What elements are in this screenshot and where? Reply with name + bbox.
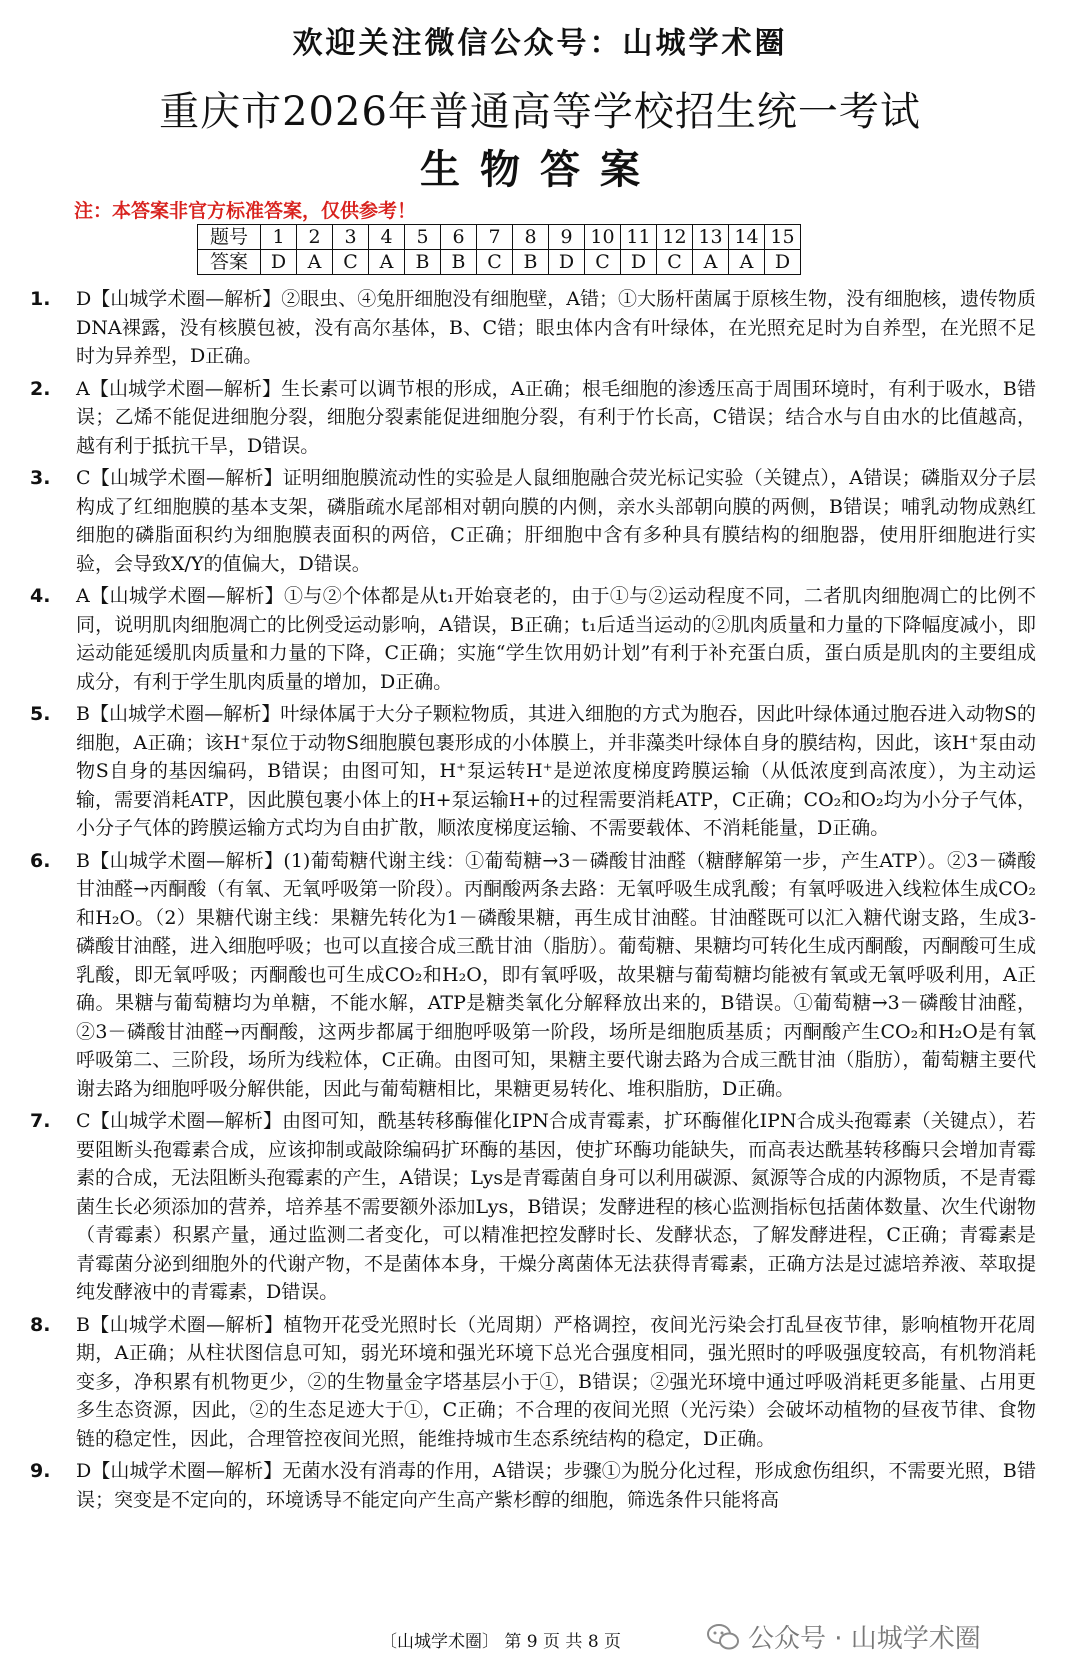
watermark-text: 公众号 · 山城学术圈 — [748, 1624, 981, 1654]
explanation-item — [0, 375, 1080, 461]
answer-cell: B — [405, 250, 441, 275]
item-number: 1. — [30, 288, 51, 310]
question-number: 5 — [405, 225, 441, 250]
question-number: 8 — [513, 225, 549, 250]
watermark — [706, 1618, 981, 1655]
explanation-item — [0, 847, 1080, 1104]
question-number: 1 — [261, 225, 297, 250]
page-footer: 〔山城学术圈〕 第 9 页 共 8 页 — [380, 1632, 622, 1652]
banner-title: 欢迎关注微信公众号：山城学术圈 — [292, 26, 788, 61]
question-number: 15 — [765, 225, 801, 250]
item-text: B【山城学术圈—解析】叶绿体属于大分子颗粒物质，其进入细胞的方式为胞吞，因此叶绿体通过胞吞进入动物S的细胞，A正确；该H⁺泵位于动物S细胞膜包裹形成的小体膜上，并非藻类叶绿体自身的膜结构，因此，该H⁺泵由动物S自身的基因编码，B错误；由图可知，H⁺泵运转H⁺是逆浓度梯度跨膜运输（从低浓度到高浓度），为主动运输，需要消耗ATP，因此膜包裹小体上的H+泵运输H+的过程需要消耗ATP，C正确；CO₂和O₂均为小分子气体，小分子气体的跨膜运输方式均为自由扩散，顺浓度梯度运输、不需要载体、不消耗能量，D正确。 — [76, 703, 1036, 839]
explanation-list — [0, 285, 1080, 1518]
item-number: 8. — [30, 1313, 51, 1336]
question-number-row — [198, 225, 801, 250]
exam-title: 重庆市2026年普通高等学校招生统一考试 — [159, 89, 921, 135]
answer-cell: D — [765, 250, 801, 275]
answer-table — [197, 224, 801, 275]
question-number: 7 — [477, 225, 513, 250]
question-number: 2 — [297, 225, 333, 250]
item-number: 7. — [30, 1110, 51, 1132]
answer-cell: D — [621, 250, 657, 275]
explanation-item — [0, 1311, 1080, 1454]
answer-cell: C — [333, 250, 369, 275]
item-number: 2. — [30, 377, 51, 400]
question-number: 4 — [369, 225, 405, 250]
item-text: C【山城学术圈—解析】证明细胞膜流动性的实验是人鼠细胞融合荧光标记实验（关键点），A错误；磷脂双分子层构成了红细胞膜的基本支架，磷脂疏水尾部相对朝向膜的内侧，亲水头部朝向膜的两侧，B错误；哺乳动物成熟红细胞的磷脂面积约为细胞膜表面积的两倍，C正确；肝细胞中含有多种具有膜结构的细胞器，使用肝细胞进行实验，会导致X/Y的值偏大，D错误。 — [76, 467, 1036, 575]
item-text: B【山城学术圈—解析】植物开花受光照时长（光周期）严格调控，夜间光污染会打乱昼夜节律，影响植物开花周期，A正确；从柱状图信息可知，弱光环境和强光环境下总光合强度相同，强光照时的呼吸强度较高，有机物消耗变多，净积累有机物更少，②的生物量金字塔基层小于①，B错误；②强光环境中通过呼吸消耗更多能量、占用更多生态资源，因此，②的生态足迹大于①，C正确；不合理的夜间光照（光污染）会破坏动植物的昼夜节律、食物链的稳定性，因此，合理管控夜间光照，能维持城市生态系统结构的稳定，D正确。 — [76, 1313, 1036, 1450]
answer-cell: A — [693, 250, 729, 275]
wechat-icon — [706, 1622, 740, 1652]
question-number: 12 — [657, 225, 693, 250]
explanation-item — [0, 700, 1080, 843]
item-text: A【山城学术圈—解析】①与②个体都是从t₁开始衰老的，由于①与②运动程度不同，二者肌肉细胞凋亡的比例不同，说明肌肉细胞凋亡的比例受运动影响，A错误，B正确；t₁后适当运动的②肌肉质量和力量的下降幅度减小，即运动能延缓肌肉质量和力量的下降，C正确；实施“学生饮用奶计划”有利于补充蛋白质，蛋白质是肌肉的主要组成成分，有利于学生肌肉质量的增加，D正确。 — [76, 585, 1036, 693]
question-number: 6 — [441, 225, 477, 250]
question-number: 13 — [693, 225, 729, 250]
item-text: B【山城学术圈—解析】(1)葡萄糖代谢主线：①葡萄糖→3－磷酸甘油醛（糖酵解第一步，产生ATP）。②3－磷酸甘油醛→丙酮酸（有氧、无氧呼吸第一阶段）。丙酮酸两条去路：无氧呼吸生成乳酸；有氧呼吸进入线粒体生成CO₂和H₂O。（2）果糖代谢主线：果糖先转化为1－磷酸果糖，再生成甘油醛。甘油醛既可以汇入糖代谢支路，生成3-磷酸甘油醛，进入细胞呼吸；也可以直接合成三酰甘油（脂肪）。葡萄糖、果糖均可转化生成丙酮酸，丙酮酸可生成乳酸，即无氧呼吸；丙酮酸也可生成CO₂和H₂O，即有氧呼吸，故果糖与葡萄糖均能被有氧或无氧呼吸利用，A正确。果糖与葡萄糖均为单糖，不能水解，ATP是糖类氧化分解释放出来的，B错误。①葡萄糖→3－磷酸甘油醛，②3－磷酸甘油醛→丙酮酸，这两步都属于细胞呼吸第一阶段，场所是细胞质基质；丙酮酸产生CO₂和H₂O是有氧呼吸第二、三阶段，场所为线粒体，C正确。由图可知，果糖主要代谢去路为合成三酰甘油（脂肪），葡萄糖主要代谢去路为细胞呼吸分解供能，因此与葡萄糖相比，果糖更易转化、堆积脂肪，D正确。 — [76, 849, 1036, 1100]
answer-cell: B — [441, 250, 477, 275]
answer-row — [198, 250, 801, 275]
subject-title: 生物答案 — [420, 146, 660, 193]
answer-cell: C — [657, 250, 693, 275]
item-text: A【山城学术圈—解析】生长素可以调节根的形成，A正确；根毛细胞的渗透压高于周围环境时，有利于吸水，B错误；乙烯不能促进细胞分裂，细胞分裂素能促进细胞分裂，有利于竹长高，C错误；结合水与自由水的比值越高，越有利于抵抗干旱，D错误。 — [76, 377, 1036, 457]
row-header-number: 题号 — [198, 225, 261, 250]
answer-cell: A — [729, 250, 765, 275]
row-header-answer: 答案 — [198, 250, 261, 275]
answer-cell: A — [297, 250, 333, 275]
item-number: 5. — [30, 703, 51, 725]
answer-cell: D — [549, 250, 585, 275]
answer-cell: D — [261, 250, 297, 275]
item-text: C【山城学术圈—解析】由图可知，酰基转移酶催化IPN合成青霉素，扩环酶催化IPN合成头孢霉素（关键点），若要阻断头孢霉素合成，应该抑制或敲除编码扩环酶的基因，使扩环酶功能缺失，而高表达酰基转移酶只会增加青霉素的合成，无法阻断头孢霉素的产生，A错误；Lys是青霉菌自身可以利用碳源、氮源等合成的内源物质，不是青霉菌生长必须添加的营养，培养基不需要额外添加Lys，B错误；发酵进程的核心监测指标包括菌体数量、次生代谢物（青霉素）积累产量，通过监测二者变化，可以精准把控发酵时长、发酵状态，了解发酵进程，C正确；青霉素是青霉菌分泌到细胞外的代谢产物，不是菌体本身，干燥分离菌体无法获得青霉素，正确方法是过滤培养液、萃取提纯发酵液中的青霉素，D错误。 — [76, 1110, 1036, 1303]
answer-cell: C — [477, 250, 513, 275]
question-number: 14 — [729, 225, 765, 250]
item-text: D【山城学术圈—解析】②眼虫、④兔肝细胞没有细胞壁，A错；①大肠杆菌属于原核生物，没有细胞核，遗传物质DNA裸露，没有核膜包被，没有高尔基体，B、C错；眼虫体内含有叶绿体，在光照充足时为自养型，在光照不足时为异养型，D正确。 — [76, 288, 1036, 367]
explanation-item — [0, 582, 1080, 696]
explanation-item — [0, 464, 1080, 578]
question-number: 3 — [333, 225, 369, 250]
question-number: 10 — [585, 225, 621, 250]
item-text: D【山城学术圈—解析】无菌水没有消毒的作用，A错误；步骤①为脱分化过程，形成愈伤组织，不需要光照，B错误；突变是不定向的，环境诱导不能定向产生高产紫杉醇的细胞，筛选条件只能将高 — [76, 1460, 1036, 1511]
item-number: 9. — [30, 1460, 51, 1482]
item-number: 6. — [30, 849, 51, 872]
answer-cell: B — [513, 250, 549, 275]
disclaimer-note: 注：本答案非官方标准答案，仅供参考！ — [74, 200, 417, 222]
item-number: 3. — [30, 467, 51, 489]
answer-cell: C — [585, 250, 621, 275]
explanation-item — [0, 285, 1080, 371]
question-number: 11 — [621, 225, 657, 250]
question-number: 9 — [549, 225, 585, 250]
explanation-item — [0, 1107, 1080, 1307]
item-number: 4. — [30, 585, 51, 607]
answer-cell: A — [369, 250, 405, 275]
explanation-item — [0, 1457, 1080, 1514]
